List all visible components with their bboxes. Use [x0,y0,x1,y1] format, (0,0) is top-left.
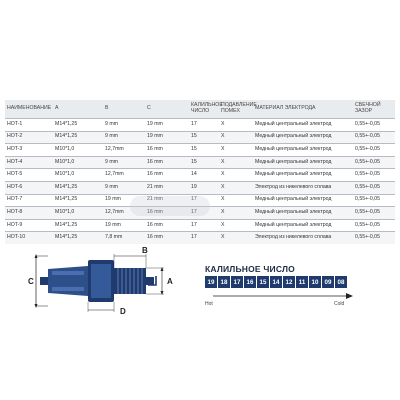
cell-b: 12,7mm [103,207,145,220]
cell-heat-number: 14 [189,169,219,182]
cell-a: M14*1,25 [53,131,103,144]
heat-range-cell: 16 [244,276,256,288]
heat-range-cell: 11 [296,276,308,288]
cell-gap: 0,55+-0,05 [353,194,395,207]
heat-range-cell: 10 [309,276,321,288]
cell-gap: 0,55+-0,05 [353,156,395,169]
heat-range-cell: 17 [231,276,243,288]
cell-c: 16 mm [145,169,189,182]
dim-label-a: A [167,277,173,286]
header-electrode-material: МАТЕРИАЛ ЭЛЕКТРОДА [255,105,316,112]
header-name: НАИМЕНОВАНИЕ [7,105,52,112]
cell-suppression: X [219,181,253,194]
cell-a: M14*1,25 [53,194,103,207]
heat-range-cell: 14 [270,276,282,288]
cell-name: HOT-1 [5,119,53,132]
cell-a: M10*1,0 [53,144,103,157]
dim-label-d: D [120,307,126,316]
cell-name: HOT-8 [5,207,53,220]
cell-heat-number: 15 [189,156,219,169]
heat-range-cell: 18 [218,276,230,288]
table-body [5,119,395,244]
cell-c: 16 mm [145,144,189,157]
cell-a: M14*1,25 [53,219,103,232]
heat-hot-label: Hot [205,301,213,307]
cell-electrode-material: Медный центральный электрод [253,194,353,207]
heat-range-cell: 12 [283,276,295,288]
cell-electrode-material: Электрод из никелевого сплава [253,181,353,194]
cell-heat-number: 17 [189,219,219,232]
cell-name: HOT-3 [5,144,53,157]
cell-gap: 0,55+-0,05 [353,119,395,132]
heat-cold-label: Cold [334,301,345,307]
cell-c: 19 mm [145,119,189,132]
cell-electrode-material: Медный центральный электрод [253,156,353,169]
cell-c: 16 mm [145,232,189,244]
spark-plug-diagram [30,244,190,318]
cell-gap: 0,55+-0,05 [353,181,395,194]
heat-range-scale [205,276,347,288]
header-heat-number: КАЛИЛЬНОЕ ЧИСЛО [191,102,223,114]
header-b: B [105,105,109,112]
cell-heat-number: 17 [189,119,219,132]
cell-name: HOT-2 [5,131,53,144]
cell-suppression: X [219,131,253,144]
cell-electrode-material: Медный центральный электрод [253,207,353,220]
cell-heat-number: 17 [189,194,219,207]
cell-b: 7,8 mm [103,232,145,244]
cell-electrode-material: Медный центральный электрод [253,219,353,232]
cell-b: 9 mm [103,131,145,144]
hot-cold-arrow-icon [213,290,353,302]
cell-c: 16 mm [145,156,189,169]
cell-electrode-material: Медный центральный электрод [253,131,353,144]
cell-b: 9 mm [103,181,145,194]
header-a: A [55,105,59,112]
cell-a: M10*1,0 [53,156,103,169]
cell-heat-number: 17 [189,232,219,244]
cell-electrode-material: Медный центральный электрод [253,144,353,157]
cell-suppression: X [219,194,253,207]
cell-suppression: X [219,119,253,132]
table-header-row [5,100,395,119]
cell-a: M10*1,0 [53,169,103,182]
cell-suppression: X [219,144,253,157]
cell-heat-number: 17 [189,207,219,220]
cell-electrode-material: Электрод из никелевого сплава [253,232,353,244]
cell-name: HOT-7 [5,194,53,207]
table-row [5,131,395,144]
heat-range-cell: 15 [257,276,269,288]
spark-plug-spec-table [5,100,395,244]
cell-gap: 0,55+-0,05 [353,169,395,182]
cell-suppression: X [219,169,253,182]
cell-gap: 0,55+-0,05 [353,207,395,220]
table-row [5,169,395,182]
cell-gap: 0,55+-0,05 [353,131,395,144]
header-suppression: ПОДАВЛЕНИЕ ПОМЕХ [221,102,257,114]
table-row [5,119,395,132]
dim-label-c: C [28,277,34,286]
heat-range-title: КАЛИЛЬНОЕ ЧИСЛО [205,264,295,274]
table-row [5,232,395,244]
cell-b: 12,7mm [103,169,145,182]
cell-a: M14*1,25 [53,181,103,194]
table-row [5,219,395,232]
cell-b: 9 mm [103,156,145,169]
cell-name: HOT-10 [5,232,53,244]
cell-heat-number: 15 [189,144,219,157]
insulator-shape [48,266,88,296]
cell-b: 19 mm [103,219,145,232]
cell-a: M14*1,25 [53,119,103,132]
electrode-shape [146,277,154,285]
cell-gap: 0,55+-0,05 [353,232,395,244]
cell-suppression: X [219,219,253,232]
cell-b: 9 mm [103,119,145,132]
cell-a: M14*1,25 [53,232,103,244]
cell-name: HOT-9 [5,219,53,232]
cell-name: HOT-6 [5,181,53,194]
cell-c: 21 mm [145,181,189,194]
table-row [5,156,395,169]
watermark-logo [130,196,210,216]
cell-suppression: X [219,156,253,169]
dim-label-b: B [142,246,148,255]
heat-range-cell: 09 [322,276,334,288]
cell-b: 19 mm [103,194,145,207]
cell-b: 12,7mm [103,144,145,157]
terminal-shape [40,277,48,285]
cell-name: HOT-5 [5,169,53,182]
heat-range-cell: 19 [205,276,217,288]
cell-c: 19 mm [145,131,189,144]
cell-gap: 0,55+-0,05 [353,144,395,157]
cell-c: 16 mm [145,207,189,220]
cell-electrode-material: Медный центральный электрод [253,119,353,132]
table-row [5,144,395,157]
cell-gap: 0,55+-0,05 [353,219,395,232]
heat-range-cell: 08 [335,276,347,288]
cell-name: HOT-4 [5,156,53,169]
header-c: C [147,105,151,112]
cell-electrode-material: Медный центральный электрод [253,169,353,182]
table-row [5,181,395,194]
cell-heat-number: 15 [189,131,219,144]
cell-c: 16 mm [145,219,189,232]
header-gap: СВЕЧНОЙ ЗАЗОР [355,102,381,114]
cell-suppression: X [219,232,253,244]
cell-a: M10*1,0 [53,207,103,220]
cell-c: 21 mm [145,194,189,207]
cell-suppression: X [219,207,253,220]
cell-heat-number: 19 [189,181,219,194]
